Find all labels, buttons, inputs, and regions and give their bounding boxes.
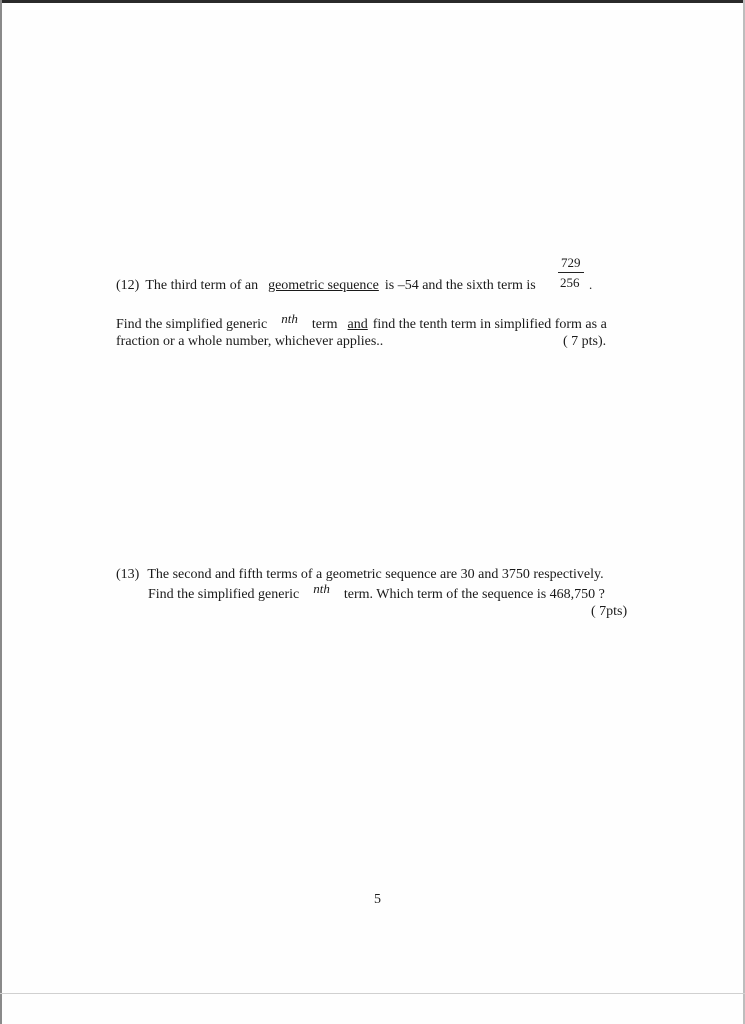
q13-number: (13) xyxy=(116,567,140,582)
scan-edge-top xyxy=(0,0,745,3)
q13-text-b: Find the simplified generic xyxy=(148,587,300,602)
page-number: 5 xyxy=(374,892,381,907)
q12-line-2 xyxy=(116,311,607,333)
fraction-denominator: 256 xyxy=(560,275,580,290)
q12-points: ( 7 pts). xyxy=(563,334,607,349)
q13-line-2 xyxy=(148,581,605,603)
q12-underlined-term: geometric sequence xyxy=(268,278,379,293)
q12-text-b: is –54 and the sixth term is xyxy=(384,278,536,293)
scan-edge-bottom xyxy=(0,993,745,994)
q13-points: ( 7pts) xyxy=(591,604,628,619)
q13-nth: nth xyxy=(313,581,330,596)
q12-term-word: term xyxy=(311,317,338,332)
q13-text-a: The second and fifth terms of a geometric sequence are 30 and 3750 respectively. xyxy=(147,567,604,582)
fraction-numerator: 729 xyxy=(561,255,581,270)
q12-line-1 xyxy=(116,278,536,294)
q12-nth: nth xyxy=(281,311,298,326)
q13-line-1 xyxy=(116,567,604,583)
scan-edge-left xyxy=(0,0,2,1024)
q12-text-d: find the tenth term in simplified form as a xyxy=(372,317,607,332)
q12-number: (12) xyxy=(116,278,140,293)
q12-text-e: fraction or a whole number, whichever applies.. xyxy=(116,334,384,349)
q12-text-c: Find the simplified generic xyxy=(116,317,268,332)
q13-text-c: term. Which term of the sequence is 468,750 ? xyxy=(343,587,605,602)
fraction-bar xyxy=(558,272,584,273)
q12-and-underlined: and xyxy=(347,317,368,332)
q12-text-a: The third term of an xyxy=(145,278,259,293)
fraction-period: . xyxy=(589,277,593,292)
q12-line-3 xyxy=(116,334,383,350)
